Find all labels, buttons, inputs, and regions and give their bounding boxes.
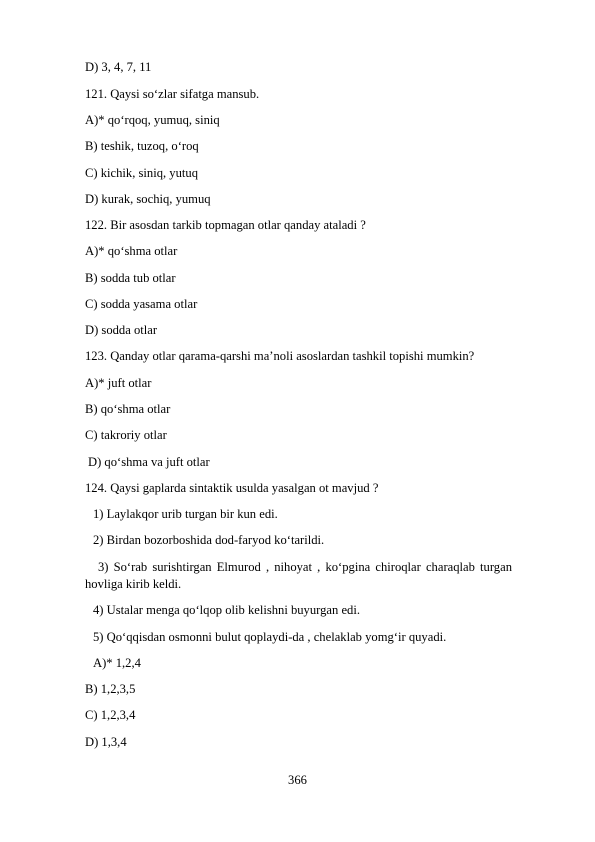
answer-option-b: B) qo‘shma otlar bbox=[85, 402, 171, 416]
answer-option-a: A)* 1,2,4 bbox=[93, 656, 141, 670]
answer-option-b: B) sodda tub otlar bbox=[85, 271, 176, 285]
answer-option-b: B) 1,2,3,5 bbox=[85, 682, 136, 696]
answer-option-d: D) kurak, sochiq, yumuq bbox=[85, 192, 211, 206]
answer-option-d: D) 3, 4, 7, 11 bbox=[85, 60, 152, 74]
answer-option-a: A)* qo‘shma otlar bbox=[85, 244, 178, 258]
question-122: 122. Bir asosdan tarkib topmagan otlar qanday ataladi ? bbox=[85, 218, 366, 232]
answer-option-a: A)* qo‘rqoq, yumuq, siniq bbox=[85, 113, 220, 127]
answer-option-d: D) sodda otlar bbox=[85, 323, 158, 337]
statement-2: 2) Birdan bozorboshida dod-faryod ko‘tarildi. bbox=[93, 533, 325, 547]
answer-option-a: A)* juft otlar bbox=[85, 376, 152, 390]
answer-option-b: B) teshik, tuzoq, o‘roq bbox=[85, 139, 199, 153]
page-number: 366 bbox=[288, 773, 307, 787]
answer-option-c: C) 1,2,3,4 bbox=[85, 708, 136, 722]
statement-4: 4) Ustalar menga qo‘lqop olib kelishni buyurgan edi. bbox=[93, 603, 360, 617]
statement-1: 1) Laylakqor urib turgan bir kun edi. bbox=[93, 507, 278, 521]
answer-option-d: D) 1,3,4 bbox=[85, 735, 127, 749]
question-121: 121. Qaysi so‘zlar sifatga mansub. bbox=[85, 87, 260, 101]
question-124: 124. Qaysi gaplarda sintaktik usulda yasalgan ot mavjud ? bbox=[85, 481, 379, 495]
statement-5: 5) Qo‘qqisdan osmonni bulut qoplaydi-da , chelaklab yomg‘ir quyadi. bbox=[93, 630, 447, 644]
answer-option-c: C) takroriy otlar bbox=[85, 428, 167, 442]
answer-option-d: D) qo‘shma va juft otlar bbox=[88, 455, 210, 469]
answer-option-c: C) kichik, siniq, yutuq bbox=[85, 166, 198, 180]
answer-option-c: C) sodda yasama otlar bbox=[85, 297, 198, 311]
question-123: 123. Qanday otlar qarama-qarshi ma’noli asoslardan tashkil topishi mumkin? bbox=[85, 349, 475, 363]
statement-3: 3) So‘rab surishtirgan Elmurod , nihoyat , ko‘pgina chiroqlar charaqlab turgan hovliga kirib keldi. bbox=[85, 560, 512, 591]
